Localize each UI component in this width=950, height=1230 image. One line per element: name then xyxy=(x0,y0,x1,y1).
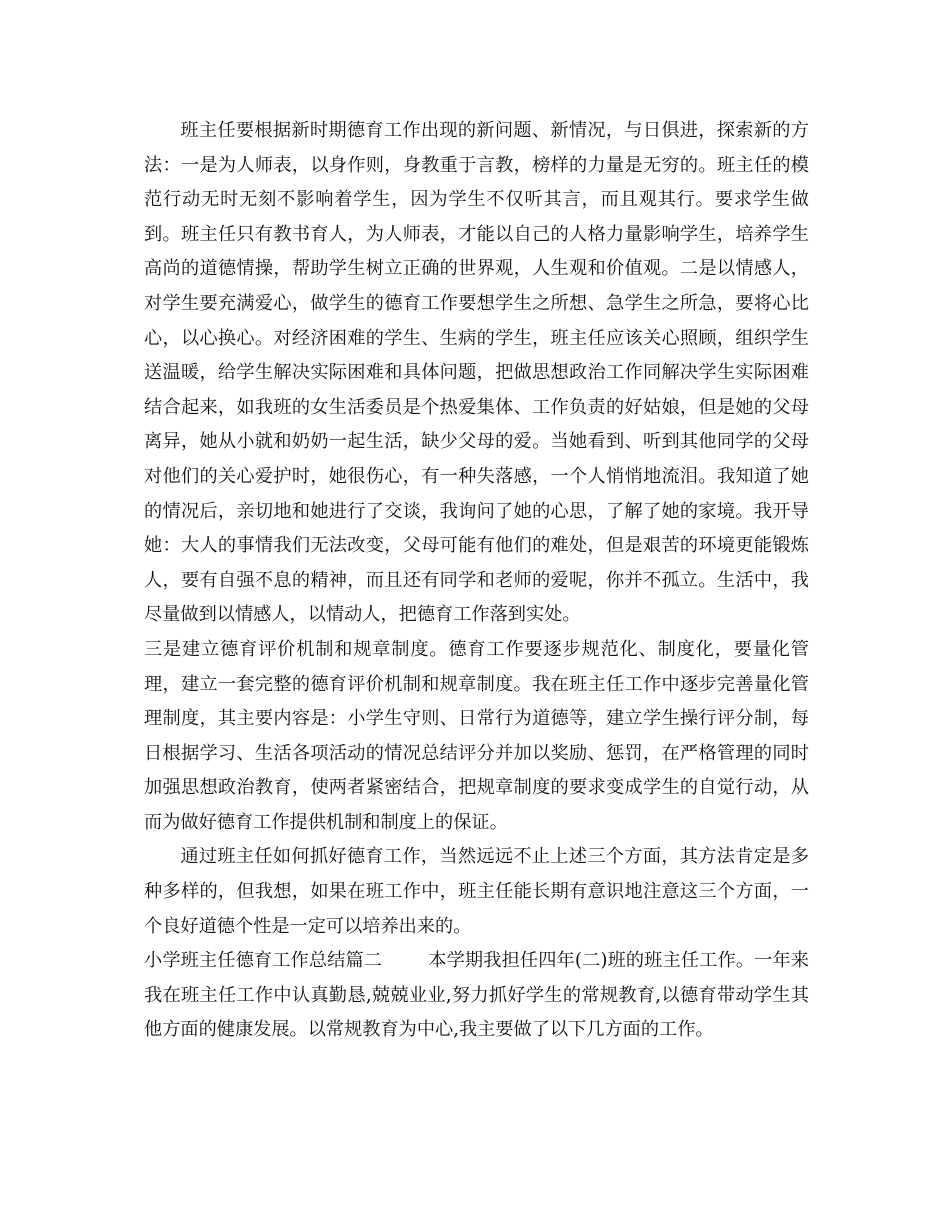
paragraph-1: 班主任要根据新时期德育工作出现的新问题、新情况，与日俱进，探索新的方法：一是为人师表，以身作则，身教重于言教，榜样的力量是无穷的。班主任的模范行动无时无刻不影响着学生，因为学生不仅听其言，而且观其行。要求学生做到。班主任只有教书育人，为人师表，才能以自己的人格力量影响学生，培养学生高尚的道德情操，帮助学生树立正确的世界观，人生观和价值观。二是以情感人，对学生要充满爱心，做学生的德育工作要想学生之所想、急学生之所急，要将心比心，以心换心。对经济困难的学生、生病的学生，班主任应该关心照顾，组织学生送温暖，给学生解决实际困难和具体问题，把做思想政治工作同解决学生实际困难结合起来，如我班的女生活委员是个热爱集体、工作负责的好姑娘，但是她的父母离异，她从小就和奶奶一起生活，缺少父母的爱。当她看到、听到其他同学的父母对他们的关心爱护时，她很伤心，有一种失落感，一个人悄悄地流泪。我知道了她的情况后，亲切地和她进行了交谈，我询问了她的心思，了解了她的家境。我开导她：大人的事情我们无法改变，父母可能有他们的难处，但是艰苦的环境更能锻炼人，要有自强不息的精神，而且还有同学和老师的爱呢，你并不孤立。生活中，我尽量做到以情感人，以情动人，把德育工作落到实处。 xyxy=(144,120,809,626)
section-body: 本学期我担任四年(二)班的班主任工作。一年来我在班主任工作中认真勤恳,兢兢业业,努力抓好学生的常规教育,以德育带动学生其他方面的健康发展。以常规教育为中心,我主要做了以下几方面的工作。 xyxy=(144,950,809,1041)
paragraph-3: 通过班主任如何抓好德育工作，当然远远不止上述三个方面，其方法肯定是多种多样的，但我想，如果在班工作中，班主任能长期有意识地注意这三个方面，一个良好道德个性是一定可以培养出来的。 xyxy=(144,846,809,937)
section-paragraph xyxy=(144,944,809,1048)
section-title: 小学班主任德育工作总结篇二 xyxy=(144,950,383,972)
document-body xyxy=(144,114,809,1048)
paragraph-2: 三是建立德育评价机制和规章制度。德育工作要逐步规范化、制度化，要量化管理，建立一套完整的德育评价机制和规章制度。我在班主任工作中逐步完善量化管理制度，其主要内容是：小学生守则、日常行为道德等，建立学生操行评分制，每日根据学习、生活各项活动的情况总结评分并加以奖励、惩罚，在严格管理的同时加强思想政治教育，使两者紧密结合，把规章制度的要求变成学生的自觉行动，从而为做好德育工作提供机制和制度上的保证。 xyxy=(144,638,809,833)
